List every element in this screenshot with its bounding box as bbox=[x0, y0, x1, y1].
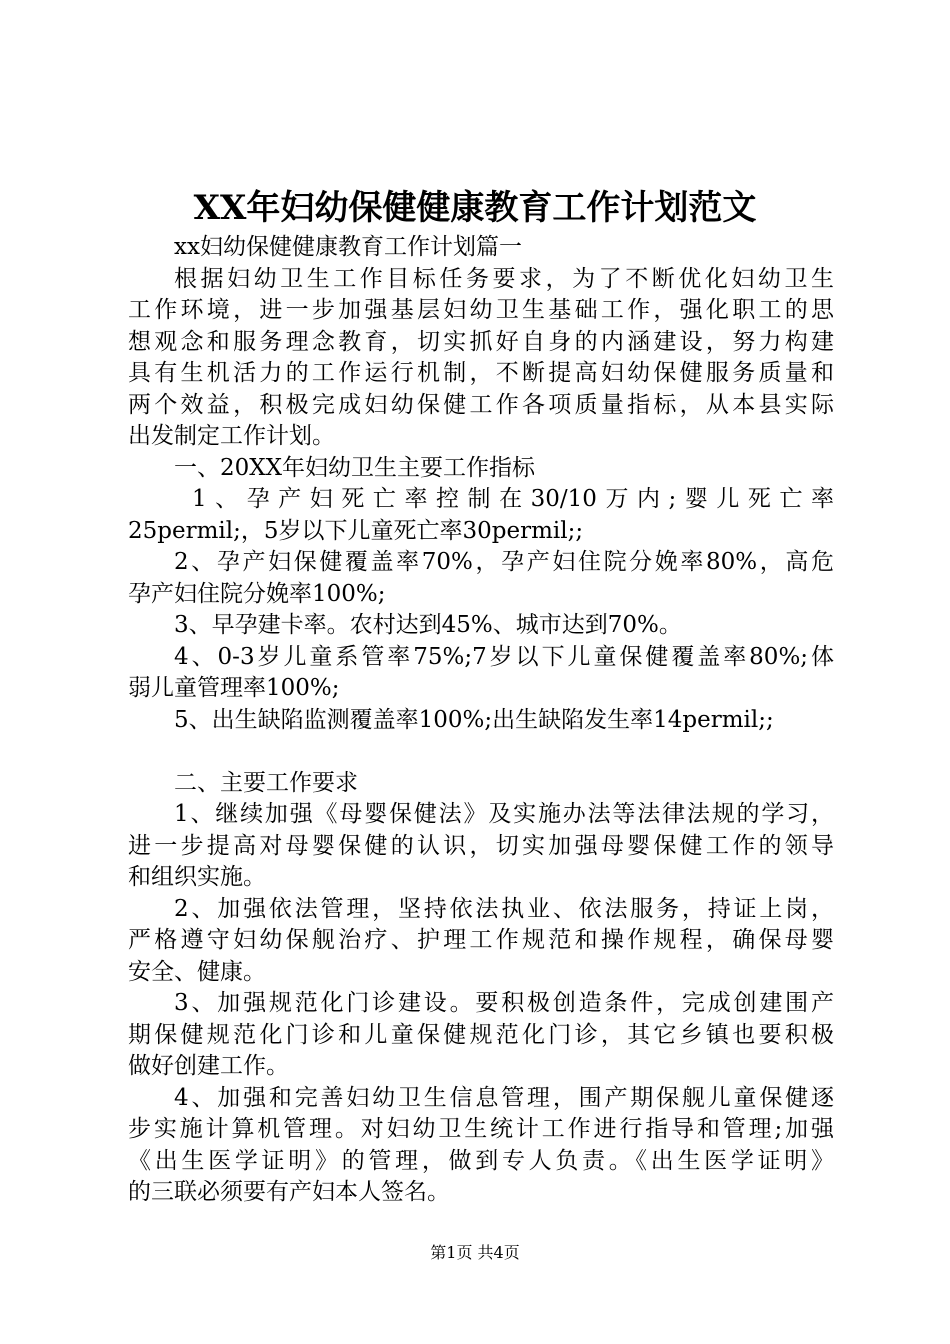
paragraph-line: 3、早孕建卡率。农村达到45%、城市达到70%。 bbox=[174, 612, 682, 638]
paragraph-line: 两个效益，积极完成妇幼保健工作各项质量指标，从本县实际 bbox=[128, 391, 834, 418]
paragraph-line: 具有生机活力的工作运行机制，不断提高妇幼保健服务质量和 bbox=[128, 360, 834, 386]
paragraph-line: 严格遵守妇幼保舰治疗、护理工作规范和操作规程，确保母婴 bbox=[128, 927, 834, 953]
paragraph-line: 的三联必须要有产妇本人签名。 bbox=[128, 1179, 450, 1205]
paragraph-line: 安全、健康。 bbox=[128, 958, 266, 985]
paragraph-line: 《出生医学证明》的管理，做到专人负责。《出生医学证明》 bbox=[128, 1147, 834, 1174]
paragraph-line: 1、孕产妇死亡率控制在30/10万内;婴儿死亡率 bbox=[192, 486, 834, 512]
paragraph-line: 2、加强依法管理，坚持依法执业、依法服务，持证上岗， bbox=[174, 895, 834, 922]
paragraph-line: 期保健规范化门诊和儿童保健规范化门诊，其它乡镇也要积极 bbox=[128, 1021, 834, 1048]
document-body bbox=[128, 232, 834, 1209]
paragraph-line: 2、孕产妇保健覆盖率70%，孕产妇住院分娩率80%，高危 bbox=[174, 549, 834, 575]
section-heading: xx妇幼保健健康教育工作计划篇一 bbox=[174, 234, 522, 260]
paragraph-line: 25permil;，5岁以下儿童死亡率30permil;; bbox=[128, 517, 584, 544]
paragraph-line: 5、出生缺陷监测覆盖率100%;出生缺陷发生率14permil;; bbox=[174, 706, 774, 733]
paragraph-line: 工作环境，进一步加强基层妇幼卫生基础工作，强化职工的思 bbox=[128, 297, 834, 323]
paragraph-line: 步实施计算机管理。对妇幼卫生统计工作进行指导和管理;加强 bbox=[128, 1116, 834, 1142]
paragraph-line: 4、0-3岁儿童系管率75%;7岁以下儿童保健覆盖率80%;体 bbox=[174, 643, 834, 670]
paragraph-line: 4、加强和完善妇幼卫生信息管理，围产期保舰儿童保健逐 bbox=[174, 1084, 834, 1111]
paragraph-line: 进一步提高对母婴保健的认识，切实加强母婴保健工作的领导 bbox=[128, 832, 834, 859]
paragraph-line: 和组织实施。 bbox=[128, 864, 266, 890]
paragraph-line: 做好创建工作。 bbox=[128, 1053, 289, 1079]
paragraph-line: 根据妇幼卫生工作目标任务要求，为了不断优化妇幼卫生 bbox=[174, 265, 834, 292]
document-title: XX年妇幼保健健康教育工作计划范文 bbox=[193, 188, 757, 228]
paragraph-line: 想观念和服务理念教育，切实抓好自身的内涵建设，努力构建 bbox=[128, 328, 834, 355]
paragraph-line: 3、加强规范化门诊建设。要积极创造条件，完成创建围产 bbox=[174, 990, 834, 1016]
blank-line bbox=[128, 736, 834, 768]
paragraph-line: 出发制定工作计划。 bbox=[128, 423, 335, 449]
paragraph-line: 弱儿童管理率100%; bbox=[128, 675, 340, 701]
paragraph-line: 孕产妇住院分娩率100%; bbox=[128, 580, 386, 607]
section-heading: 一、20XX年妇幼卫生主要工作指标 bbox=[174, 454, 536, 481]
section-heading: 二、主要工作要求 bbox=[174, 769, 358, 796]
paragraph-line: 1、继续加强《母婴保健法》及实施办法等法律法规的学习， bbox=[174, 801, 834, 827]
page-number-footer: 第1页 共4页 bbox=[430, 1243, 520, 1262]
